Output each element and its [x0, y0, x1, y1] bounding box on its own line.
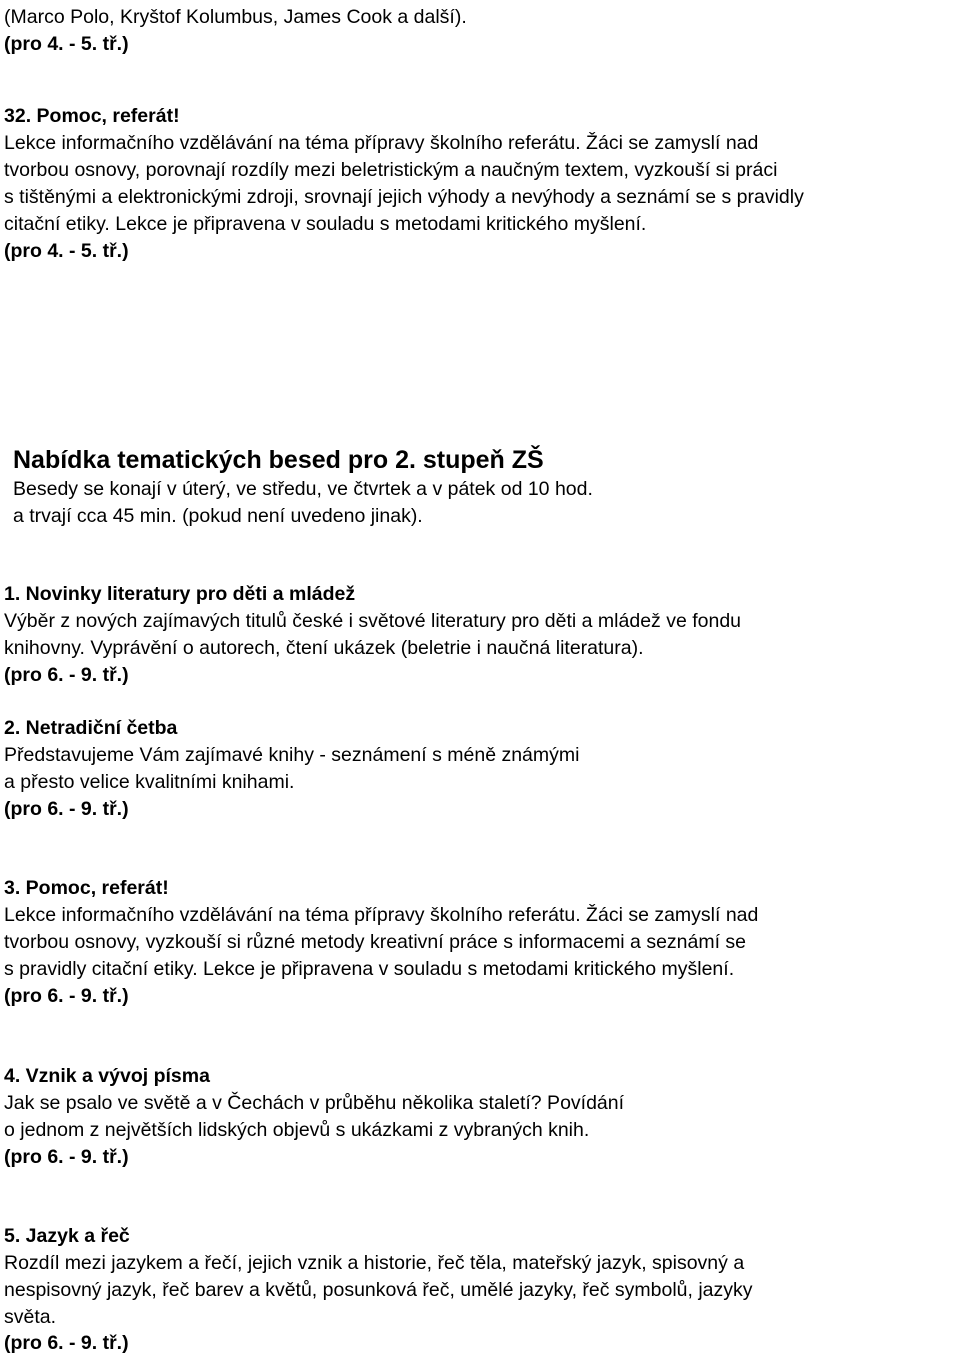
section-subtitle: Besedy se konají v úterý, ve středu, ve čtvrtek a v pátek od 10 hod. [13, 478, 593, 500]
paragraph-line: světa. [4, 1306, 57, 1328]
grade-label: (pro 6. - 9. tř.) [4, 664, 129, 686]
paragraph-line: Jak se psalo ve světě a v Čechách v průběhu několika staletí? Povídání [4, 1092, 625, 1114]
paragraph-line: s pravidly citační etiky. Lekce je připravena v souladu s metodami kritického myšlení. [4, 958, 735, 980]
paragraph-line: citační etiky. Lekce je připravena v souladu s metodami kritického myšlení. [4, 213, 647, 235]
paragraph-line: tvorbou osnovy, vyzkouší si různé metody kreativní práce s informacemi a seznámí se [4, 931, 747, 953]
paragraph-line: Výběr z nových zajímavých titulů české i světové literatury pro děti a mládež ve fondu [4, 610, 742, 632]
item-title: 3. Pomoc, referát! [4, 877, 169, 899]
paragraph-line: nespisovný jazyk, řeč barev a květů, posunková řeč, umělé jazyky, řeč symbolů, jazyky [4, 1279, 753, 1301]
grade-label: (pro 4. - 5. tř.) [4, 33, 129, 55]
paragraph-line: tvorbou osnovy, porovnají rozdíly mezi beletristickým a naučným textem, vyzkouší si práci [4, 159, 778, 181]
grade-label: (pro 6. - 9. tř.) [4, 798, 129, 820]
paragraph-line: a přesto velice kvalitními knihami. [4, 771, 295, 793]
paragraph-line: s tištěnými a elektronickými zdroji, srovnají jejich výhody a nevýhody a seznámí se s pravidly [4, 186, 804, 208]
item-title: 32. Pomoc, referát! [4, 105, 180, 127]
section-subtitle: a trvají cca 45 min. (pokud není uvedeno jinak). [13, 505, 423, 527]
paragraph-line: Představujeme Vám zajímavé knihy - seznámení s méně známými [4, 744, 580, 766]
item-title: 1. Novinky literatury pro děti a mládež [4, 583, 356, 605]
item-title: 2. Netradiční četba [4, 717, 178, 739]
paragraph-line: Lekce informačního vzdělávání na téma přípravy školního referátu. Žáci se zamyslí nad [4, 904, 759, 926]
item-title: 4. Vznik a vývoj písma [4, 1065, 210, 1087]
grade-label: (pro 6. - 9. tř.) [4, 1332, 129, 1354]
grade-label: (pro 6. - 9. tř.) [4, 985, 129, 1007]
section-heading: Nabídka tematických besed pro 2. stupeň ZŠ [13, 446, 544, 474]
paragraph-line: (Marco Polo, Kryštof Kolumbus, James Cook a další). [4, 6, 467, 28]
paragraph-line: Rozdíl mezi jazykem a řečí, jejich vznik a historie, řeč těla, mateřský jazyk, spisovný a [4, 1252, 745, 1274]
paragraph-line: Lekce informačního vzdělávání na téma přípravy školního referátu. Žáci se zamyslí nad [4, 132, 759, 154]
grade-label: (pro 4. - 5. tř.) [4, 240, 129, 262]
item-title: 5. Jazyk a řeč [4, 1225, 130, 1247]
paragraph-line: knihovny. Vyprávění o autorech, čtení ukázek (beletrie i naučná literatura). [4, 637, 644, 659]
grade-label: (pro 6. - 9. tř.) [4, 1146, 129, 1168]
paragraph-line: o jednom z největších lidských objevů s ukázkami z vybraných knih. [4, 1119, 590, 1141]
